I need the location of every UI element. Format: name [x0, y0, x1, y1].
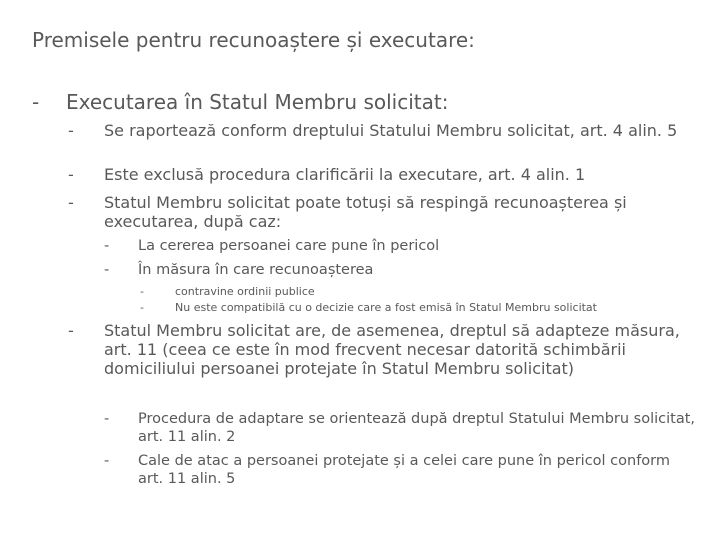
bullet-dash: -	[68, 193, 74, 212]
list-item: Este exclusă procedura clarificării la executare, art. 4 alin. 1	[104, 165, 586, 184]
list-subitem: Cale de atac a persoanei protejate și a celei care pune în pericol conform art. 11 alin. 5	[138, 453, 671, 487]
bullet-dash: -	[104, 453, 110, 469]
bullet-dash: -	[140, 301, 144, 314]
slide-title: Premisele pentru recunoaștere și executare:	[32, 28, 475, 52]
level1-heading: Executarea în Statul Membru solicitat:	[66, 90, 449, 114]
list-subsubitem: contravine ordinii publice	[175, 285, 315, 298]
list-subitem: În măsura în care recunoașterea	[138, 262, 374, 278]
bullet-dash: -	[104, 262, 110, 278]
bullet-dash: -	[68, 165, 74, 184]
list-subsubitem: Nu este compatibilă cu o decizie care a fost emisă în Statul Membru solicitat	[175, 301, 597, 314]
list-subitem: La cererea persoanei care pune în pericol	[138, 238, 440, 254]
bullet-dash: -	[32, 90, 40, 114]
list-item: Se raportează conform dreptului Statului Membru solicitat, art. 4 alin. 5	[104, 121, 678, 140]
bullet-dash: -	[140, 285, 144, 298]
list-item: Statul Membru solicitat are, de asemenea, dreptul să adapteze măsura, art. 11 (ceea ce este în mod frecvent necesar datorită schimbării domiciliului persoanei protejate în Statul Membru solicitat)	[104, 321, 680, 378]
bullet-dash: -	[104, 411, 110, 427]
bullet-dash: -	[68, 321, 74, 340]
list-subitem: Procedura de adaptare se orientează după dreptul Statului Membru solicitat, art. 11 alin. 2	[138, 411, 696, 445]
bullet-dash: -	[68, 121, 74, 140]
bullet-dash: -	[104, 238, 110, 254]
list-item: Statul Membru solicitat poate totuși să respingă recunoașterea și executarea, după caz:	[104, 193, 627, 231]
